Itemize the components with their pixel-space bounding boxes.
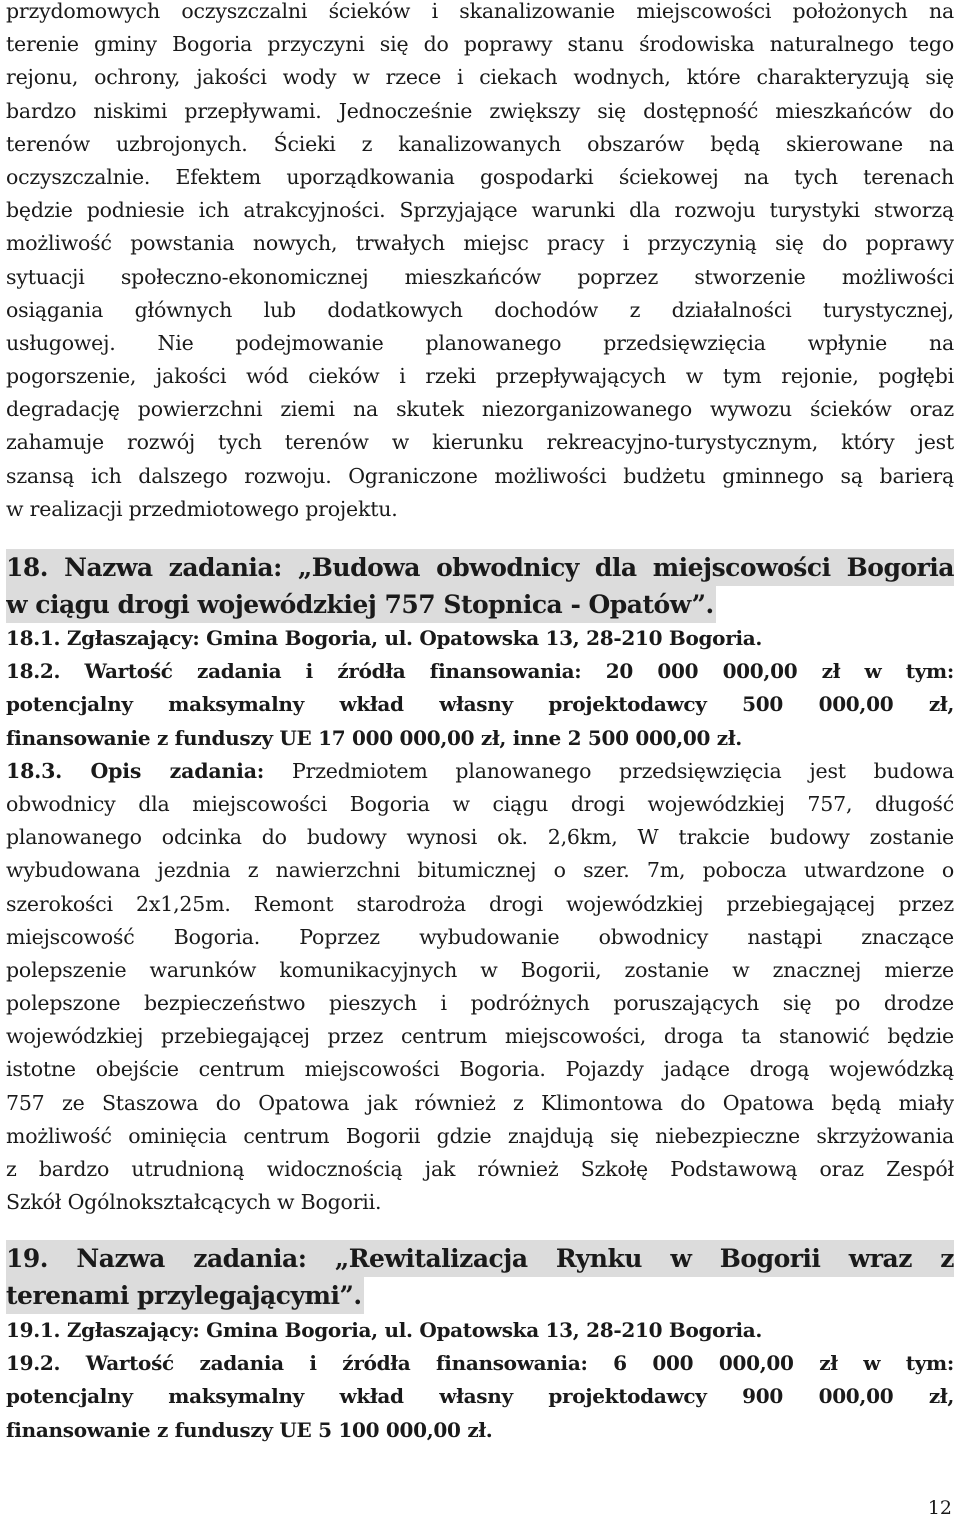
text-line: obwodnicy dla miejscowości Bogoria w ciągu drogi wojewódzkiej 757, długość [6, 791, 954, 816]
text-line: terenów uzbrojonych. Ścieki z kanalizowanych obszarów będą skierowane na [6, 131, 954, 156]
section-18-description-first [6, 755, 954, 788]
page-number: 12 [927, 1497, 952, 1519]
text-line: możliwość ominięcia centrum Bogorii gdzie znajdują się niebezpieczne skrzyżowania [6, 1123, 954, 1148]
text-line: będzie podniesie ich atrakcyjności. Sprzyjające warunki dla rozwoju turystyki stworzą [6, 198, 954, 223]
text-line: przydomowych oczyszczalni ścieków i skanalizowanie miejscowości położonych na [6, 0, 954, 23]
text-line: szansą ich dalszego rozwoju. Ograniczone możliwości budżetu gminnego są barierą [6, 463, 954, 488]
text-line: z bardzo utrudnioną widocznością jak również Szkołę Podstawową oraz Zespół [6, 1157, 954, 1181]
text-line: terenie gminy Bogoria przyczyni się do poprawy stanu środowiska naturalnego tego [6, 32, 954, 57]
text-line: Szkół Ogólnokształcących w Bogorii. [6, 1190, 382, 1215]
section-18-value: finansowanie z funduszy UE 17 000 000,00 zł, inne 2 500 000,00 zł. [6, 725, 742, 750]
section-19-heading: 19. Nazwa zadania: „Rewitalizacja Rynku w Bogorii wraz z [6, 1240, 954, 1277]
section-19-applicant: 19.1. Zgłaszający: Gmina Bogoria, ul. Opatowska 13, 28-210 Bogoria. [6, 1318, 763, 1342]
section-19-heading-cont [6, 1277, 954, 1314]
text-line: polepszenie warunków komunikacyjnych w Bogorii, zostanie w znacznej mierze [6, 957, 954, 982]
section-19-value: 19.2. Wartość zadania i źródła finansowania: 6 000 000,00 zł w tym: [6, 1351, 954, 1376]
text-line: usługowej. Nie podejmowanie planowanego przedsięwzięcia wpłynie na [6, 330, 954, 355]
section-19-value: potencjalny maksymalny wkład własny projektodawcy 900 000,00 zł, [6, 1384, 954, 1409]
text-line: polepszone bezpieczeństwo pieszych i podróżnych poruszających się po drodze [6, 991, 954, 1016]
section-18 [6, 549, 954, 623]
section-18-heading: 18. Nazwa zadania: „Budowa obwodnicy dla miejscowości Bogoria [6, 549, 954, 586]
section-19-heading-line2: terenami przylegającymi”. [6, 1277, 364, 1314]
text-line: osiągania głównych lub dodatkowych dochodów z działalności turystycznej, [6, 297, 954, 322]
section-18-applicant: 18.1. Zgłaszający: Gmina Bogoria, ul. Opatowska 13, 28-210 Bogoria. [6, 626, 763, 650]
text-line: istotne obejście centrum miejscowości Bogoria. Pojazdy jadące drogą wojewódzką [6, 1057, 954, 1082]
intro-paragraph [6, 0, 954, 526]
section-18-details [6, 622, 954, 1219]
text-line: zahamuje rozwój tych terenów w kierunku rekreacyjno-turystycznym, który jest [6, 430, 954, 455]
text-line: planowanego odcinka do budowy wynosi ok. 2,6km, W trakcie budowy zostanie [6, 825, 954, 850]
section-19-details [6, 1314, 954, 1447]
text-line: pogorszenie, jakości wód cieków i rzeki przepływających w tym rejonie, pogłębi [6, 364, 954, 389]
text-line: bardzo niskimi przepływami. Jednocześnie zwiększy się dostępność mieszkańców do [6, 98, 954, 123]
text-line: degradację powierzchni ziemi na skutek niezorganizowanego wywozu ścieków oraz [6, 397, 954, 422]
text-line: rejonu, ochrony, jakości wody w rzece i ciekach wodnych, które charakteryzują się [6, 65, 954, 90]
text-line: miejscowość Bogoria. Poprzez wybudowanie obwodnicy nastąpi znaczące [6, 924, 954, 949]
section-19 [6, 1240, 954, 1314]
text-line: wojewódzkiej przebiegającej przez centrum miejscowości, droga ta stanowić będzie [6, 1024, 954, 1049]
text-line: w realizacji przedmiotowego projektu. [6, 496, 398, 521]
section-19-value: finansowanie z funduszy UE 5 100 000,00 zł. [6, 1417, 493, 1442]
section-18-value: 18.2. Wartość zadania i źródła finansowania: 20 000 000,00 zł w tym: [6, 659, 954, 684]
text-line: możliwość powstania nowych, trwałych miejsc pracy i przyczynią się do poprawy [6, 231, 954, 256]
text-line: wybudowana jezdnia z nawierzchni bitumicznej o szer. 7m, pobocza utwardzone o [6, 858, 954, 883]
text-line: 757 ze Staszowa do Opatowa jak również z Klimontowa do Opatowa będą miały [6, 1090, 954, 1115]
text-line: oczyszczalnie. Efektem uporządkowania gospodarki ściekowej na tych terenach [6, 164, 954, 189]
section-18-description-start: Przedmiotem planowanego przedsięwzięcia jest budowa [264, 758, 954, 783]
section-18-heading-cont [6, 586, 954, 623]
section-18-heading-line2: w ciągu drogi wojewódzkiej 757 Stopnica - Opatów”. [6, 586, 716, 623]
text-line: sytuacji społeczno-ekonomicznej mieszkańców poprzez stworzenie możliwości [6, 264, 954, 289]
text-line: szerokości 2x1,25m. Remont starodroża drogi wojewódzkiej przebiegającej przez [6, 891, 954, 916]
section-18-value: potencjalny maksymalny wkład własny projektodawcy 500 000,00 zł, [6, 692, 954, 717]
section-18-description-label: 18.3. Opis zadania: [6, 758, 265, 783]
